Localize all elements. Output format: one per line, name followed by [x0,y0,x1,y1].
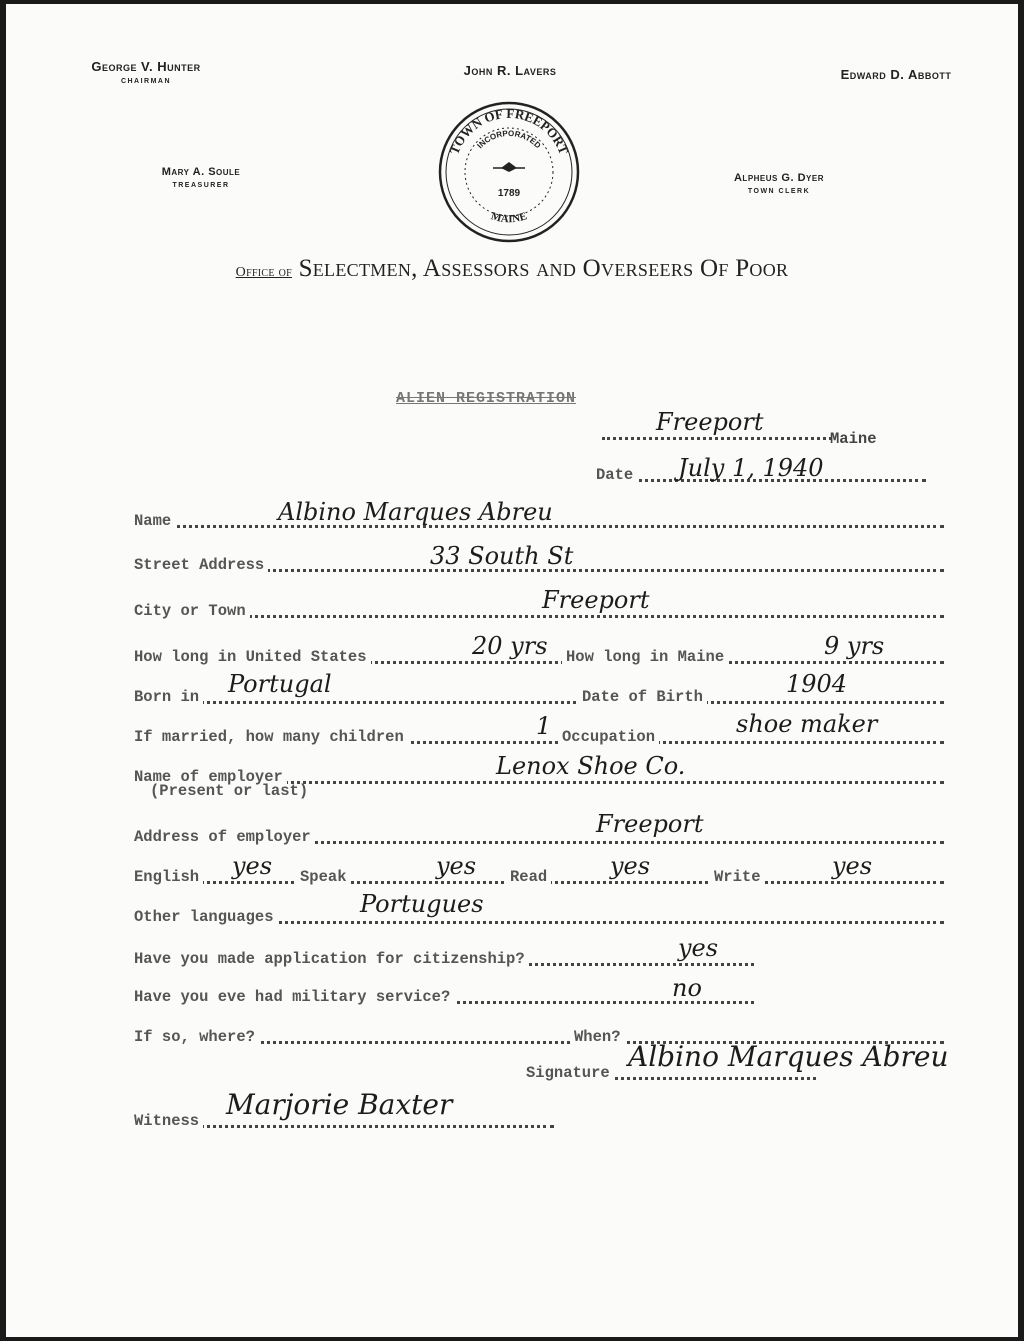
other-languages-row [134,900,944,930]
officer-role: TREASURER [172,182,230,189]
military-label: Have you eve had military service? [134,988,454,1006]
citizenship-row [134,942,754,972]
born-label: Born in [134,688,203,706]
dotted-line [134,615,944,618]
name-label: Name [134,512,175,530]
office-prefix: Office of [235,265,292,280]
speak-value: yes [436,852,477,880]
read-label: Read [506,868,551,886]
maine-years-label: How long in Maine [562,648,728,666]
seal-bottom-text: MAINE [489,210,529,226]
office-title: Selectmen, Assessors and Overseers Of Poor [298,255,789,282]
officer-selectman-2 [806,66,986,84]
other-languages-label: Other languages [134,908,278,926]
write-value: yes [832,852,873,880]
officer-role: CHAIRMAN [120,78,172,85]
us-years-value: 20 yrs [472,632,548,660]
seal-inner-text: INCORPORATED [475,128,543,151]
occupation-label: Occupation [558,728,659,746]
citizenship-value: yes [678,934,719,962]
dob-value: 1904 [786,670,848,698]
signature-value: Albino Marques Abreu [628,1040,949,1073]
employer-label: Name of employer [134,768,287,786]
officer-name: Edward D. Abbott [840,67,952,82]
officer-town-clerk [694,168,864,195]
seal-year: 1789 [497,188,521,199]
military-value: no [672,974,702,1002]
name-value: Albino Marques Abreu [278,498,553,526]
witness-label: Witness [134,1112,203,1130]
employer-address-row [134,820,944,850]
read-value: yes [610,852,651,880]
employer-sublabel: (Present or last) [150,782,309,800]
office-heading [6,255,1018,283]
street-label: Street Address [134,556,268,574]
speak-label: Speak [296,868,351,886]
other-languages-value: Portugues [360,890,484,918]
date-value: July 1, 1940 [678,454,824,482]
maine-years-value: 9 yrs [824,632,885,660]
where-label: If so, where? [134,1028,259,1046]
write-label: Write [710,868,765,886]
city-value: Freeport [542,586,650,614]
officer-name: John R. Lavers [463,63,557,78]
seal-top-text: TOWN OF FREEPORT [446,105,572,157]
us-years-label: How long in United States [134,648,371,666]
employer-address-label: Address of employer [134,828,315,846]
dotted-line [134,701,944,704]
born-value: Portugal [228,670,332,698]
employer-address-value: Freeport [596,810,704,838]
document-page [6,4,1018,1337]
city-label: City or Town [134,602,250,620]
officer-name: Mary A. Soule [161,166,241,178]
officer-role: TOWN CLERK [747,188,811,195]
place-label: Maine [830,430,877,448]
officer-treasurer [116,162,286,189]
street-value: 33 South St [430,542,574,570]
english-label: English [134,868,203,886]
town-seal-icon [429,100,589,244]
dob-label: Date of Birth [578,688,707,706]
occupation-value: shoe maker [736,710,878,738]
signature-label: Signature [526,1064,614,1082]
citizenship-label: Have you made application for citizenship? [134,950,529,968]
officer-name: Alpheus G. Dyer [733,172,824,184]
witness-value: Marjorie Baxter [226,1088,453,1121]
english-value: yes [232,852,273,880]
place-value: Freeport [656,408,764,436]
children-label: If married, how many children [134,728,408,746]
form-title: ALIEN REGISTRATION [396,390,577,407]
children-value: 1 [536,712,552,740]
officer-selectman [420,62,600,80]
seal-emblem-icon [493,162,525,172]
officer-chairman [56,58,236,85]
officer-name: George V. Hunter [91,59,201,74]
city-row [134,594,944,624]
date-label: Date [596,466,637,484]
when-label: When? [570,1028,625,1046]
dotted-line [602,437,832,440]
military-row [134,980,754,1010]
employer-value: Lenox Shoe Co. [496,752,686,780]
